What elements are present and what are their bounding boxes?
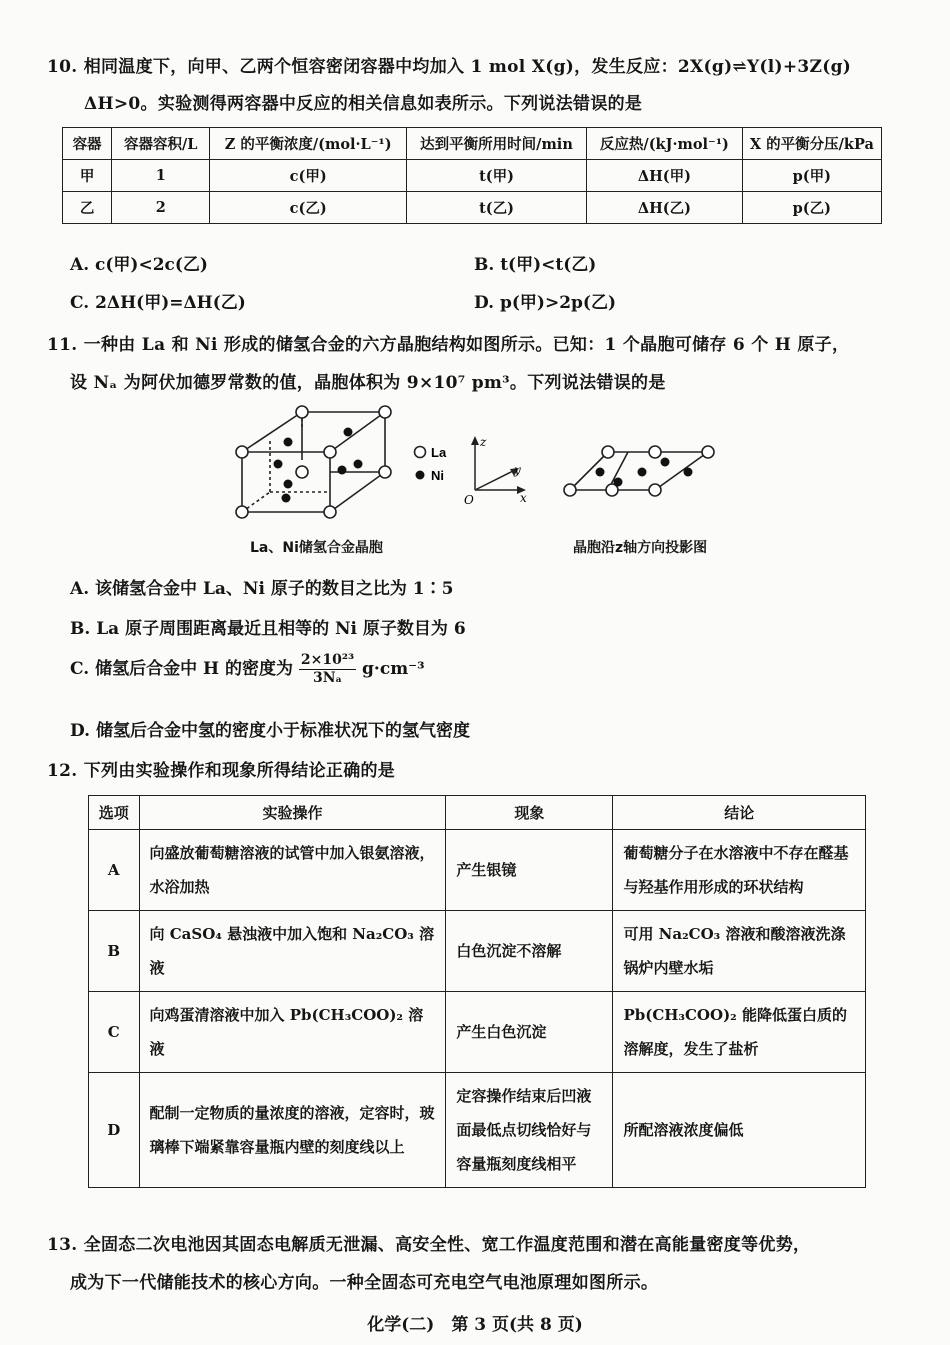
page-footer: 化学(二) 第 3 页(共 8 页)	[367, 1315, 583, 1335]
cell: 向盛放葡萄糖溶液的试管中加入银氨溶液，水浴加热	[139, 830, 446, 911]
q10-option-c: C. 2ΔH(甲)=ΔH(乙)	[70, 293, 246, 313]
ni-atom	[344, 428, 353, 437]
la-atom	[324, 506, 336, 518]
la-legend-icon	[415, 447, 426, 458]
q10-line2: ΔH>0。实验测得两容器中反应的相关信息如表所示。下列说法错误的是	[84, 94, 643, 114]
la-atom-projection	[702, 446, 714, 458]
cell: B	[89, 911, 140, 992]
q11-option-d: D. 储氢后合金中氢的密度小于标准状况下的氢气密度	[70, 721, 470, 741]
header-cell: Z 的平衡浓度/(mol·L⁻¹)	[210, 128, 407, 160]
cell: 2	[112, 192, 210, 224]
cell: t(甲)	[406, 160, 586, 192]
table-header-row	[63, 128, 882, 160]
ni-atom-projection	[638, 468, 647, 477]
q11-option-b: B. La 原子周围距离最近且相等的 Ni 原子数目为 6	[70, 619, 466, 639]
cell: 所配溶液浓度偏低	[613, 1073, 866, 1188]
cell: c(乙)	[210, 192, 407, 224]
cell: 1	[112, 160, 210, 192]
q12-line1: 12. 下列由实验操作和现象所得结论正确的是	[47, 761, 396, 781]
header-cell: 选项	[89, 796, 140, 830]
ni-atom	[274, 460, 283, 469]
axis-x-label: x	[520, 491, 527, 505]
header-cell: 现象	[446, 796, 613, 830]
cell: 葡萄糖分子在水溶液中不存在醛基与羟基作用形成的环状结构	[613, 830, 866, 911]
q11-option-c	[70, 652, 425, 687]
q10-table	[62, 127, 882, 224]
cell: D	[89, 1073, 140, 1188]
q10-option-d: D. p(甲)>2p(乙)	[474, 293, 616, 313]
axis-z-label: z	[480, 435, 487, 449]
cell: 白色沉淀不溶解	[446, 911, 613, 992]
cell: 可用 Na₂CO₃ 溶液和酸溶液洗涤锅炉内壁水垢	[613, 911, 866, 992]
cell: Pb(CH₃COO)₂ 能降低蛋白质的溶解度，发生了盐析	[613, 992, 866, 1073]
header-cell: 达到平衡所用时间/min	[406, 128, 586, 160]
crystal-figure	[230, 400, 730, 530]
ni-atom	[284, 480, 293, 489]
la-atom	[379, 406, 391, 418]
la-atom	[296, 466, 308, 478]
la-atom-projection	[602, 446, 614, 458]
ni-atom	[282, 494, 291, 503]
la-atom	[379, 466, 391, 478]
ni-atom	[284, 438, 293, 447]
cell: 乙	[63, 192, 112, 224]
cell: 定容操作结束后凹液面最低点切线恰好与容量瓶刻度线相平	[446, 1073, 613, 1188]
axis-y-label: y	[514, 463, 521, 477]
legend-ni-label: Ni	[431, 468, 444, 483]
cell: 甲	[63, 160, 112, 192]
table-row	[89, 992, 866, 1073]
q11-option-c-prefix: C. 储氢后合金中 H 的密度为	[70, 659, 293, 679]
cell: 产生银镜	[446, 830, 613, 911]
header-cell: X 的平衡分压/kPa	[742, 128, 881, 160]
header-cell: 结论	[613, 796, 866, 830]
ni-atom-projection	[614, 478, 623, 487]
ni-atom-projection	[596, 468, 605, 477]
table-row	[89, 911, 866, 992]
la-atom-projection	[649, 484, 661, 496]
q11-option-a: A. 该储氢合金中 La、Ni 原子的数目之比为 1∶5	[70, 579, 454, 599]
cell: 向 CaSO₄ 悬浊液中加入饱和 Na₂CO₃ 溶液	[139, 911, 446, 992]
cell: ΔH(甲)	[587, 160, 743, 192]
la-atom	[236, 506, 248, 518]
cell: C	[89, 992, 140, 1073]
la-atom	[324, 446, 336, 458]
cell: t(乙)	[406, 192, 586, 224]
q13-line2: 成为下一代储能技术的核心方向。一种全固态可充电空气电池原理如图所示。	[70, 1273, 659, 1293]
header-cell: 容器	[63, 128, 112, 160]
table-header-row	[89, 796, 866, 830]
cell: A	[89, 830, 140, 911]
ni-atom-projection	[684, 468, 693, 477]
header-cell: 实验操作	[139, 796, 446, 830]
cell: p(乙)	[742, 192, 881, 224]
ni-atom-projection	[661, 458, 670, 467]
cell: 向鸡蛋清溶液中加入 Pb(CH₃COO)₂ 溶液	[139, 992, 446, 1073]
header-cell: 反应热/(kJ·mol⁻¹)	[587, 128, 743, 160]
figure-caption-right: 晶胞沿z轴方向投影图	[573, 540, 708, 556]
ni-atom	[354, 460, 363, 469]
cell: 配制一定物质的量浓度的溶液，定容时，玻璃棒下端紧靠容量瓶内壁的刻度线以上	[139, 1073, 446, 1188]
la-atom	[236, 446, 248, 458]
ni-legend-icon	[416, 471, 425, 480]
la-atom	[296, 406, 308, 418]
q12-table	[88, 795, 866, 1188]
legend-la-label: La	[431, 445, 447, 460]
table-row	[89, 1073, 866, 1188]
header-cell: 容器容积/L	[112, 128, 210, 160]
cell: 产生白色沉淀	[446, 992, 613, 1073]
axis-origin-label: O	[464, 493, 474, 507]
ni-atom	[338, 466, 347, 475]
table-row	[63, 192, 882, 224]
la-atom-projection	[649, 446, 661, 458]
q11-option-c-suffix: g·cm⁻³	[362, 659, 425, 679]
cell: ΔH(乙)	[587, 192, 743, 224]
q10-line1: 10. 相同温度下，向甲、乙两个恒容密闭容器中均加入 1 mol X(g)，发生反应：2X(g)⇌Y(l)+3Z(g)	[47, 57, 852, 77]
q10-option-a: A. c(甲)<2c(乙)	[70, 255, 208, 275]
fraction-numerator: 2×10²³	[300, 652, 355, 668]
figure-caption-left: La、Ni储氢合金晶胞	[250, 540, 383, 556]
cell: p(甲)	[742, 160, 881, 192]
q11-line1: 11. 一种由 La 和 Ni 形成的储氢合金的六方晶胞结构如图所示。已知：1 个晶胞可储存 6 个 H 原子，	[47, 335, 850, 355]
cell: c(甲)	[210, 160, 407, 192]
density-fraction	[299, 652, 356, 687]
table-row	[89, 830, 866, 911]
la-atom-projection	[564, 484, 576, 496]
q11-line2: 设 Nₐ 为阿伏加德罗常数的值，晶胞体积为 9×10⁷ pm³。下列说法错误的是	[70, 373, 666, 393]
q10-option-b: B. t(甲)<t(乙)	[474, 255, 597, 275]
table-row	[63, 160, 882, 192]
fraction-denominator: 3Nₐ	[312, 670, 343, 686]
q13-line1: 13. 全固态二次电池因其固态电解质无泄漏、高安全性、宽工作温度范围和潜在高能量密度等优势，	[47, 1235, 811, 1255]
